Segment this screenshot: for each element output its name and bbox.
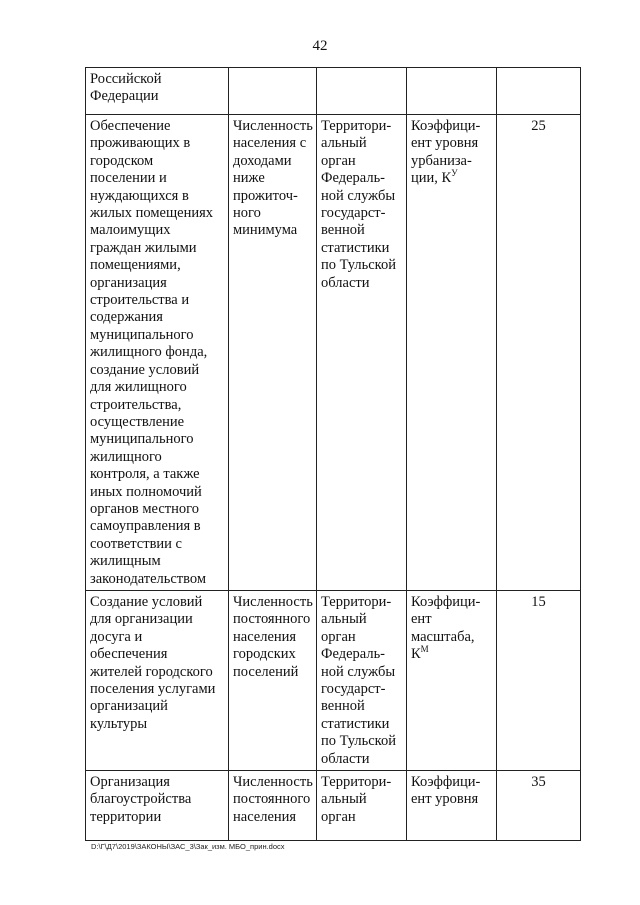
coefficient-superscript: У [451,168,458,179]
table-cell-coefficient [407,68,497,115]
table-cell-source: Территори- альный орган Федераль- ной службы государст- венной статистики по Тульской области [317,590,407,770]
table-cell-power: Организация благоустройства территории [86,771,229,841]
coefficient-superscript: М [420,644,429,655]
file-path-footer: D:\Г\Д7\2019\ЗАКОНЫ\ЗАС_3\Зак_изм. МБО_прин.docx [91,842,285,851]
table-cell-weight: 25 [497,115,581,591]
table-row [86,590,581,770]
table-cell-coefficient: Коэффици- ент уровня урбаниза- ции, $К^У$ [407,115,497,591]
table-cell-source [317,68,407,115]
table-cell-weight [497,68,581,115]
table-row [86,771,581,841]
table-cell-power: Создание условий для организации досуга и обеспечения жителей городского поселения услугами организаций культуры [86,590,229,770]
table-cell-source: Территори- альный орган [317,771,407,841]
table-cell-weight: 15 [497,590,581,770]
table-cell-indicator: Численность постоянного населения городских поселений [229,590,317,770]
table-cell-power: Российской Федерации [86,68,229,115]
table-cell-power: Обеспечение проживающих в городском поселении и нуждающихся в жилых помещениях малоимущих граждан жилыми помещениями, организация строительства и содержания муниципального жилищного фонда, создание условий для жилищного строительства, осуществление муниципального жилищного контроля, а также иных полномочий органов местного самоуправления в соответствии с жилищным законодательством [86,115,229,591]
table-cell-indicator [229,68,317,115]
table-cell-coefficient: Коэффици- ент уровня [407,771,497,841]
allocation-table [85,67,581,841]
table-row [86,68,581,115]
table-cell-indicator: Численность постоянного населения [229,771,317,841]
table-cell-weight: 35 [497,771,581,841]
page-number: 42 [312,38,328,54]
table-cell-coefficient: Коэффици- ент масштаба, $К^М$ [407,590,497,770]
table-cell-source: Территори- альный орган Федераль- ной службы государст- венной статистики по Тульской области [317,115,407,591]
table-cell-indicator: Численность населения с доходами ниже прожиточ- ного минимума [229,115,317,591]
table-row [86,115,581,591]
